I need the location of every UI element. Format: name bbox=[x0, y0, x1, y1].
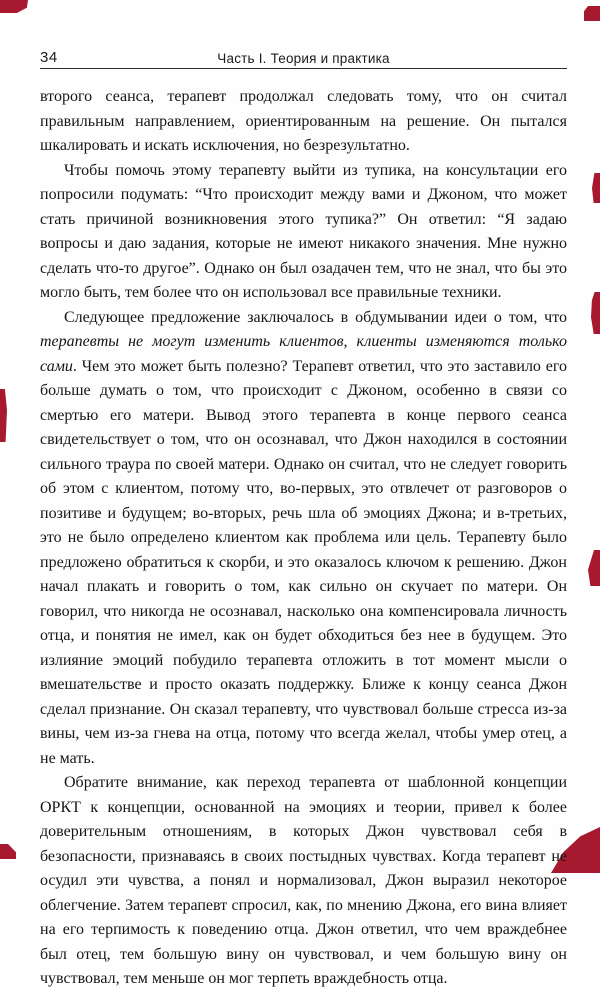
paragraph bbox=[40, 159, 567, 306]
scan-artifact-top-right bbox=[584, 6, 600, 21]
running-head: Часть I. Теория и практика bbox=[217, 51, 390, 66]
text-run: второго сеанса, терапевт продолжал следовать тому, что он считал правильным направлением, ориентированным на решение. Он пытался шкалировать и искать исключения, но безрезультатно. bbox=[40, 88, 567, 154]
paragraph bbox=[40, 306, 567, 772]
scan-artifact-right-middle bbox=[591, 292, 600, 334]
paragraph bbox=[40, 771, 567, 992]
scan-artifact-top-left bbox=[0, 0, 28, 13]
italic-text-run: терапевты не могут изменить клиентов, клиенты изменяются только сами bbox=[40, 333, 567, 375]
text-run: Следующее предложение заключалось в обдумывании идеи о том, что bbox=[64, 308, 567, 326]
page-header bbox=[40, 48, 567, 69]
text-run: Чтобы помочь этому терапевту выйти из тупика, на консультации его попросили подумать: “Что происходит между вами и Джоном, что может стать причиной возникновения этого тупика?” Он ответил: “Я задаю вопросы и даю задания, которые не имеют никакого значения. Мне нужно сделать что-то другое”. Однако он был озадачен тем, что не знал, что бы это могло быть, тем более что он использовал все правильные техники. bbox=[40, 161, 567, 301]
text-run: . Чем это может быть полезно? Терапевт ответил, что это заставило его больше думать о том, что происходит с Джоном, особенно в связи со смертью его матери. Вывод этого терапевта в конце первого сеанса свидетельствует о том, что он осознавал, что Джон находился в состоянии сильного траура по своей матери. Однако он считал, что не следует говорить об этом с клиентом, потому что, во-первых, это отвлечет от разговоров о позитиве и будущем; во-вторых, речь шла об эмоциях Джона; и в-третьих, это не было определено клиентом как проблема или цель. Терапевту было предложено обратиться к скорби, и это оказалось ключом к решению. Джон начал плакать и говорить о том, как сильно он скучает по матери. Он говорил, что никогда не осознавал, насколько она компенсировала личность отца, и понятия не имел, как он будет обходиться без нее в будущем. Это излияние эмоций побудило терапевта отложить в тот момент мысли о вмешательстве и просто оказать поддержку. Ближе к концу сеанса Джон сделал признание. Он сказал терапевту, что чувствовал больше стресса из-за вины, чем из-за гнева на отца, потому что всегда желал, чтобы умер отец, а не мать. bbox=[40, 357, 567, 767]
text-run: Обратите внимание, как переход терапевта от шаблонной концепции ОРКТ к концепции, основанной на эмоциях и теории, привел к более доверительным отношениям, в которых Джон чувствовал себя в безопасности, признаваясь в своих постыдных чувствах. Когда терапевт не осудил эти чувства, а понял и нормализовал, Джон выразил некоторое облегчение. Затем терапевт спросил, как, по мнению Джона, его вина влияет на его терпимость к поведению отца. Джон ответил, что чем враждебнее был отец, тем большую вину он чувствовал, и чем большую вину он чувствовал, тем меньше он мог терпеть враждебность отца. bbox=[40, 774, 567, 987]
body-text bbox=[40, 85, 567, 992]
page-number: 34 bbox=[40, 49, 58, 66]
scan-artifact-right-upper bbox=[592, 173, 600, 203]
paragraph bbox=[40, 85, 567, 159]
scan-artifact-right-lower bbox=[588, 550, 600, 586]
scan-artifact-bottom-left bbox=[0, 844, 16, 859]
scan-artifact-left-middle bbox=[0, 389, 7, 442]
